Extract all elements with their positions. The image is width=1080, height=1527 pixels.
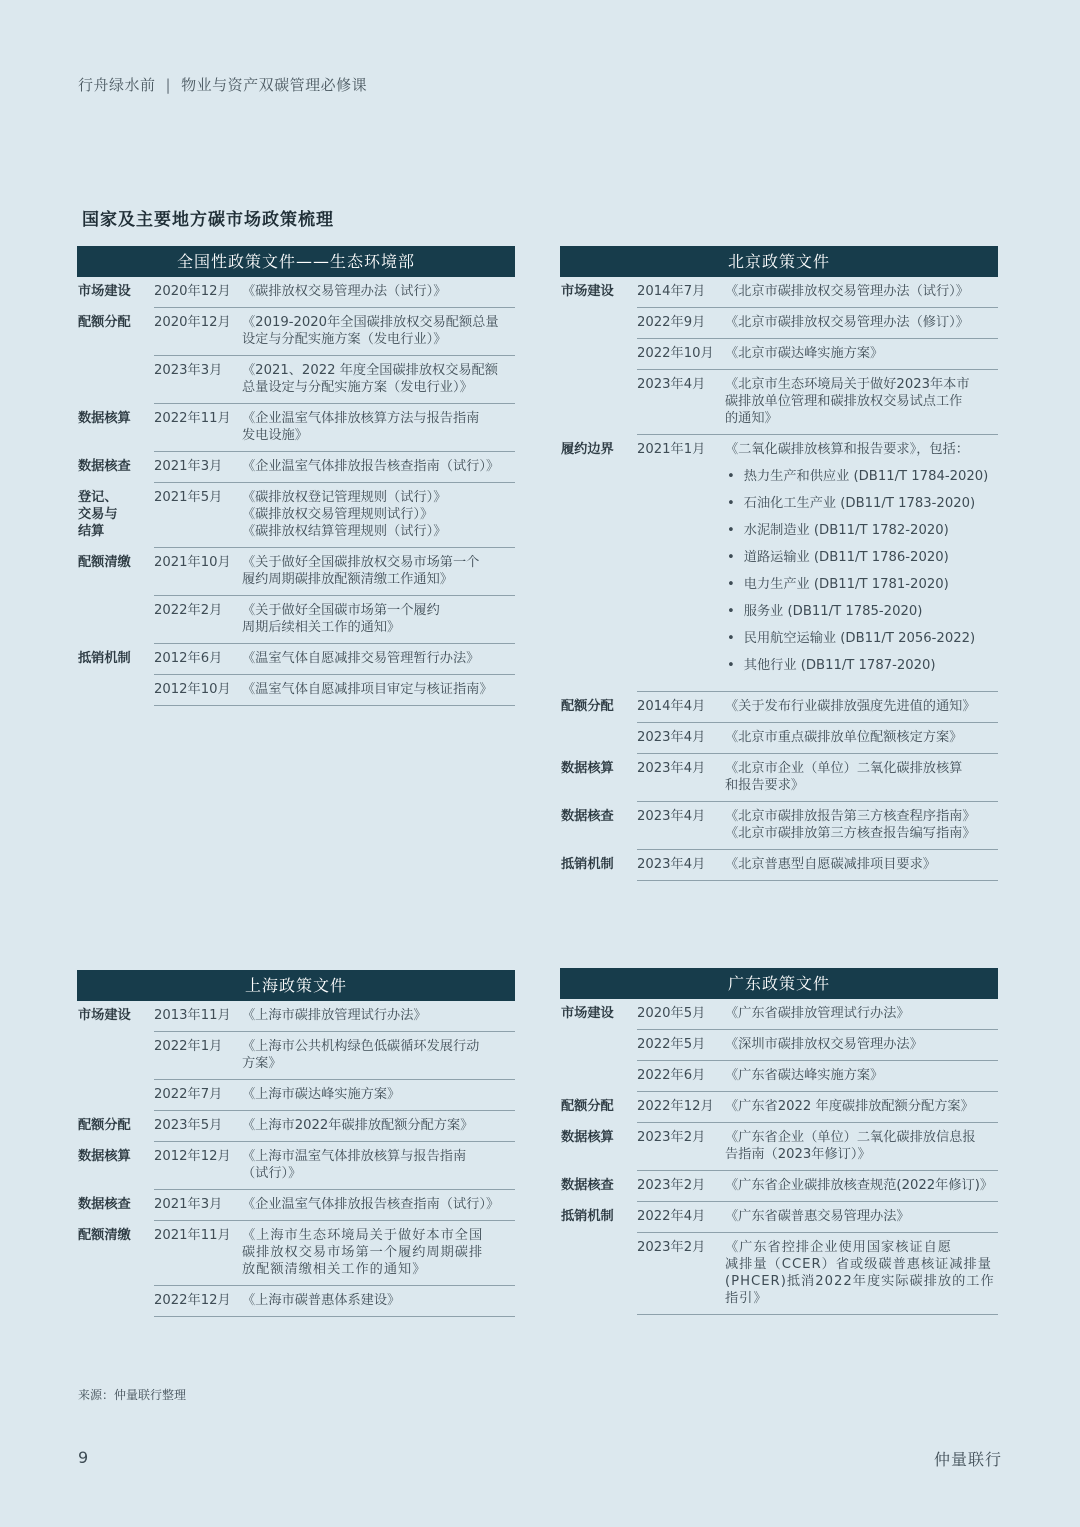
row-date: 2023年2月 <box>637 1178 706 1193</box>
document-title-line: 《碳排放权交易管理办法（试行）》 <box>242 284 447 299</box>
document-title-line: 《关于做好全国碳排放权交易市场第一个 <box>242 555 480 570</box>
table-row <box>560 1061 998 1092</box>
row-documents <box>242 1117 515 1134</box>
row-documents <box>242 1196 515 1213</box>
table-row <box>77 404 515 452</box>
table-header: 北京政策文件 <box>560 246 998 277</box>
document-title-line: 《北京普惠型自愿碳减排项目要求》 <box>725 857 936 872</box>
document-title-line: 周期后续相关工作的通知》 <box>242 620 401 635</box>
document-title-line: 《广东省碳普惠交易管理办法》 <box>725 1209 910 1224</box>
row-date: 2022年10月 <box>637 346 714 361</box>
row-category: 数据核查 <box>561 1178 614 1193</box>
table-row <box>77 1080 515 1111</box>
row-date: 2021年11月 <box>154 1228 231 1243</box>
row-category <box>77 681 154 687</box>
row-category <box>77 1086 154 1092</box>
row-category: 配额清缴 <box>78 1228 131 1243</box>
source-note: 来源：仲量联行整理 <box>78 1388 187 1402</box>
document-title-line: 《广东省碳排放管理试行办法》 <box>725 1006 910 1021</box>
standard-list-item: • 电力生产业 (DB11/T 1781-2020) <box>725 576 998 593</box>
row-date: 2012年6月 <box>154 651 223 666</box>
standard-list-item: • 服务业 (DB11/T 1785-2020) <box>725 603 998 620</box>
row-category: 配额清缴 <box>78 555 131 570</box>
document-title-line: 《关于做好全国碳市场第一个履约 <box>242 603 440 618</box>
document-title-line: （试行）》 <box>242 1166 302 1181</box>
document-title-line: 《深圳市碳排放权交易管理办法》 <box>725 1037 923 1052</box>
running-header <box>78 74 367 95</box>
row-documents <box>725 1208 998 1225</box>
row-category: 市场建设 <box>561 1006 614 1021</box>
table-row <box>560 308 998 339</box>
standard-list-item: • 其他行业 (DB11/T 1787-2020) <box>725 657 998 674</box>
row-documents <box>242 1292 515 1309</box>
document-title-line: 《广东省控排企业使用国家核证自愿 <box>725 1240 952 1255</box>
table-row <box>77 1032 515 1080</box>
row-date: 2021年5月 <box>154 490 223 505</box>
document-title-line: 《上海市温室气体排放核算与报告指南 <box>242 1149 467 1164</box>
table-row <box>77 1221 515 1286</box>
row-date: 2012年12月 <box>154 1149 231 1164</box>
document-title-line: 指引》 <box>725 1291 768 1306</box>
table-row <box>560 723 998 754</box>
table-row <box>560 1202 998 1233</box>
document-title-line: 《碳排放权登记管理规则（试行）》 <box>242 490 447 505</box>
row-category: 配额分配 <box>78 315 131 330</box>
brand-name: 仲量联行 <box>933 1450 1002 1469</box>
row-date: 2022年12月 <box>637 1099 714 1114</box>
row-documents <box>725 345 998 362</box>
row-category <box>77 1292 154 1298</box>
document-title-line: 放配额清缴相关工作的通知》 <box>242 1262 427 1277</box>
document-title-line: 碳排放单位管理和碳排放权交易试点工作 <box>725 394 963 409</box>
table-row <box>560 1233 998 1315</box>
document-title-line: 《企业温室气体排放核算方法与报告指南 <box>242 411 480 426</box>
document-title-line: 《上海市公共机构绿色低碳循环发展行动 <box>242 1039 480 1054</box>
row-date: 2013年11月 <box>154 1008 231 1023</box>
row-date: 2014年4月 <box>637 699 706 714</box>
row-category: 市场建设 <box>78 284 131 299</box>
document-title-line: 《上海市碳排放管理试行办法》 <box>242 1008 427 1023</box>
row-category: 数据核查 <box>78 1197 131 1212</box>
document-title-line: 履约周期碳排放配额清缴工作通知》 <box>242 572 453 587</box>
guangdong-policy-table <box>560 968 998 1315</box>
document-title-line: 《北京市企业（单位）二氧化碳排放核算 <box>725 761 963 776</box>
row-date: 2012年10月 <box>154 682 231 697</box>
document-title-line: 《二氧化碳排放核算和报告要求》，包括： <box>725 442 969 457</box>
shanghai-policy-table <box>77 970 515 1317</box>
row-date: 2022年4月 <box>637 1209 706 1224</box>
document-title-line: 《北京市碳排放权交易管理办法（修订）》 <box>725 315 969 330</box>
page-title: 国家及主要地方碳市场政策梳理 <box>82 210 334 230</box>
table-row <box>77 644 515 675</box>
row-date: 2022年6月 <box>637 1068 706 1083</box>
table-row <box>560 370 998 435</box>
document-title-line: 《温室气体自愿减排交易管理暂行办法》 <box>242 651 480 666</box>
row-date: 2021年10月 <box>154 555 231 570</box>
row-documents <box>725 760 998 794</box>
row-date: 2021年1月 <box>637 442 706 457</box>
row-category: 抵销机制 <box>561 857 614 872</box>
row-date: 2023年4月 <box>637 857 706 872</box>
row-date: 2023年5月 <box>154 1118 223 1133</box>
standard-list-item: • 石油化工生产业 (DB11/T 1783-2020) <box>725 495 998 512</box>
table-row <box>77 548 515 596</box>
table-row <box>77 1286 515 1317</box>
document-title-line: 《上海市2022年碳排放配额分配方案》 <box>242 1118 474 1133</box>
row-documents <box>725 1067 998 1084</box>
row-date: 2023年4月 <box>637 377 706 392</box>
row-date: 2014年7月 <box>637 284 706 299</box>
row-documents <box>725 808 998 842</box>
row-documents <box>242 602 515 636</box>
row-category: 数据核查 <box>561 809 614 824</box>
standard-list-item: • 民用航空运输业 (DB11/T 2056-2022) <box>725 630 998 647</box>
table-row <box>560 1171 998 1202</box>
table-row <box>77 1142 515 1190</box>
row-category: 数据核算 <box>78 1149 131 1164</box>
row-category <box>560 345 637 351</box>
table-header: 上海政策文件 <box>77 970 515 1001</box>
document-title-line: 的通知》 <box>725 411 778 426</box>
row-date: 2023年3月 <box>154 363 223 378</box>
row-documents <box>242 314 515 348</box>
row-date: 2022年2月 <box>154 603 223 618</box>
row-date: 2022年9月 <box>637 315 706 330</box>
document-title-line: 《广东省企业碳排放核查规范(2022年修订)》 <box>725 1178 994 1193</box>
row-category: 抵销机制 <box>78 651 131 666</box>
row-documents <box>725 1005 998 1022</box>
row-date: 2022年5月 <box>637 1037 706 1052</box>
row-documents <box>242 458 515 475</box>
table-row <box>77 1190 515 1221</box>
document-title-line: 《北京市重点碳排放单位配额核定方案》 <box>725 730 963 745</box>
row-documents <box>242 681 515 698</box>
row-category <box>560 376 637 382</box>
row-category <box>560 1067 637 1073</box>
document-title-line: 《2021、2022 年度全国碳排放权交易配额 <box>242 363 498 378</box>
document-title-line: 《碳排放权交易管理规则试行）》 <box>242 507 434 522</box>
table-row <box>560 802 998 850</box>
document-title-line: 《上海市碳普惠体系建设》 <box>242 1293 401 1308</box>
row-documents <box>242 1148 515 1182</box>
standard-list-item: • 水泥制造业 (DB11/T 1782-2020) <box>725 522 998 539</box>
row-date: 2023年4月 <box>637 809 706 824</box>
row-documents <box>725 856 998 873</box>
document-title-line: 《碳排放权结算管理规则（试行）》 <box>242 524 447 539</box>
row-category <box>77 602 154 608</box>
table-header: 全国性政策文件——生态环境部 <box>77 246 515 277</box>
document-title-line: 和报告要求》 <box>725 778 805 793</box>
row-category <box>77 1038 154 1044</box>
table-row <box>77 1001 515 1032</box>
row-documents <box>725 1129 998 1163</box>
document-title-line: 《关于发布行业碳排放强度先进值的通知》 <box>725 699 976 714</box>
table-row <box>77 452 515 483</box>
document-title-line: 《北京市碳排放权交易管理办法（试行）》 <box>725 284 969 299</box>
row-documents <box>725 441 998 684</box>
header-right: 物业与资产双碳管理必修课 <box>181 76 368 94</box>
table-row <box>77 277 515 308</box>
document-title-line: 发电设施》 <box>242 428 308 443</box>
table-row <box>77 675 515 706</box>
row-documents <box>242 283 515 300</box>
row-date: 2022年7月 <box>154 1087 223 1102</box>
row-date: 2021年3月 <box>154 1197 223 1212</box>
row-category: 配额分配 <box>561 1099 614 1114</box>
row-documents <box>242 1007 515 1024</box>
row-date: 2022年1月 <box>154 1039 223 1054</box>
table-row <box>560 277 998 308</box>
row-date: 2022年11月 <box>154 411 231 426</box>
row-documents <box>242 1086 515 1103</box>
table-row <box>77 308 515 356</box>
row-category <box>560 729 637 735</box>
row-documents <box>242 362 515 396</box>
row-documents <box>725 314 998 331</box>
row-date: 2023年2月 <box>637 1130 706 1145</box>
document-title-line: 《广东省企业（单位）二氧化碳排放信息报 <box>725 1130 976 1145</box>
document-title-line: 告指南（2023年修订）》 <box>725 1147 871 1162</box>
document-title-line: 《北京市碳排放第三方核查报告编写指南》 <box>725 826 976 841</box>
row-category: 数据核查 <box>78 459 131 474</box>
document-title-line: 《温室气体自愿减排项目审定与核证指南》 <box>242 682 493 697</box>
row-documents <box>242 1227 515 1278</box>
row-documents <box>725 698 998 715</box>
document-title-line: 设定与分配实施方案（发电行业）》 <box>242 332 447 347</box>
document-title-line: 《企业温室气体排放报告核查指南（试行）》 <box>242 1197 500 1212</box>
beijing-policy-table <box>560 246 998 881</box>
header-separator: | <box>165 76 172 94</box>
row-category: 数据核算 <box>561 761 614 776</box>
document-title-line: 《北京市碳达峰实施方案》 <box>725 346 884 361</box>
header-left: 行舟绿水前 <box>78 76 156 94</box>
row-category <box>560 1239 637 1245</box>
row-category: 数据核算 <box>78 411 131 426</box>
row-category <box>560 1036 637 1042</box>
row-category: 市场建设 <box>561 284 614 299</box>
row-category <box>560 314 637 320</box>
document-title-line: 《上海市碳达峰实施方案》 <box>242 1087 401 1102</box>
document-title-line: 减排量（CCER）省或级碳普惠核证减排量 <box>725 1257 992 1272</box>
row-documents <box>725 376 998 427</box>
row-documents <box>242 650 515 667</box>
table-header: 广东政策文件 <box>560 968 998 999</box>
row-documents <box>725 1098 998 1115</box>
document-title-line: 《广东省碳达峰实施方案》 <box>725 1068 884 1083</box>
table-row <box>560 435 998 692</box>
row-date: 2023年4月 <box>637 730 706 745</box>
row-category <box>77 362 154 368</box>
row-category: 市场建设 <box>78 1008 131 1023</box>
row-documents <box>725 729 998 746</box>
document-title-line: 《上海市生态环境局关于做好本市全国 <box>242 1228 484 1243</box>
row-date: 2023年2月 <box>637 1240 706 1255</box>
row-date: 2022年12月 <box>154 1293 231 1308</box>
row-documents <box>725 283 998 300</box>
table-row <box>560 339 998 370</box>
table-row <box>560 850 998 881</box>
document-title-line: 《企业温室气体排放报告核查指南（试行）》 <box>242 459 500 474</box>
row-documents <box>725 1239 998 1307</box>
row-date: 2023年4月 <box>637 761 706 776</box>
national-policy-table <box>77 246 515 706</box>
standard-list-item: • 道路运输业 (DB11/T 1786-2020) <box>725 549 998 566</box>
row-documents <box>242 1038 515 1072</box>
table-row <box>560 1030 998 1061</box>
row-date: 2020年12月 <box>154 284 231 299</box>
table-row <box>560 1123 998 1171</box>
table-row <box>560 1092 998 1123</box>
table-row <box>77 596 515 644</box>
document-title-line: 《北京市生态环境局关于做好2023年本市 <box>725 377 970 392</box>
document-title-line: 方案》 <box>242 1056 282 1071</box>
document-title-line: 碳排放权交易市场第一个履约周期碳排 <box>242 1245 484 1260</box>
row-documents <box>725 1177 998 1194</box>
document-title-line: 《2019-2020年全国碳排放权交易配额总量 <box>242 315 499 330</box>
document-title-line: 《广东省2022 年度碳排放配额分配方案》 <box>725 1099 974 1114</box>
row-documents <box>242 489 515 540</box>
row-category: 抵销机制 <box>561 1209 614 1224</box>
row-category: 履约边界 <box>561 442 614 457</box>
table-row <box>560 999 998 1030</box>
row-category: 配额分配 <box>561 699 614 714</box>
table-row <box>560 754 998 802</box>
row-date: 2020年5月 <box>637 1006 706 1021</box>
row-date: 2020年12月 <box>154 315 231 330</box>
table-row <box>77 483 515 548</box>
row-documents <box>242 410 515 444</box>
page-number: 9 <box>78 1448 89 1467</box>
table-row <box>77 1111 515 1142</box>
document-title-line: 《北京市碳排放报告第三方核查程序指南》 <box>725 809 976 824</box>
table-row <box>77 356 515 404</box>
document-title-line: 总量设定与分配实施方案（发电行业）》 <box>242 380 473 395</box>
table-row <box>560 692 998 723</box>
row-category: 数据核算 <box>561 1130 614 1145</box>
standard-list-item: • 热力生产和供应业 (DB11/T 1784-2020) <box>725 468 998 485</box>
document-title-line: (PHCER)抵消2022年度实际碳排放的工作 <box>725 1274 995 1289</box>
row-category: 登记、 交易与 结算 <box>78 490 118 539</box>
row-category: 配额分配 <box>78 1118 131 1133</box>
row-documents <box>242 554 515 588</box>
row-date: 2021年3月 <box>154 459 223 474</box>
row-documents <box>725 1036 998 1053</box>
